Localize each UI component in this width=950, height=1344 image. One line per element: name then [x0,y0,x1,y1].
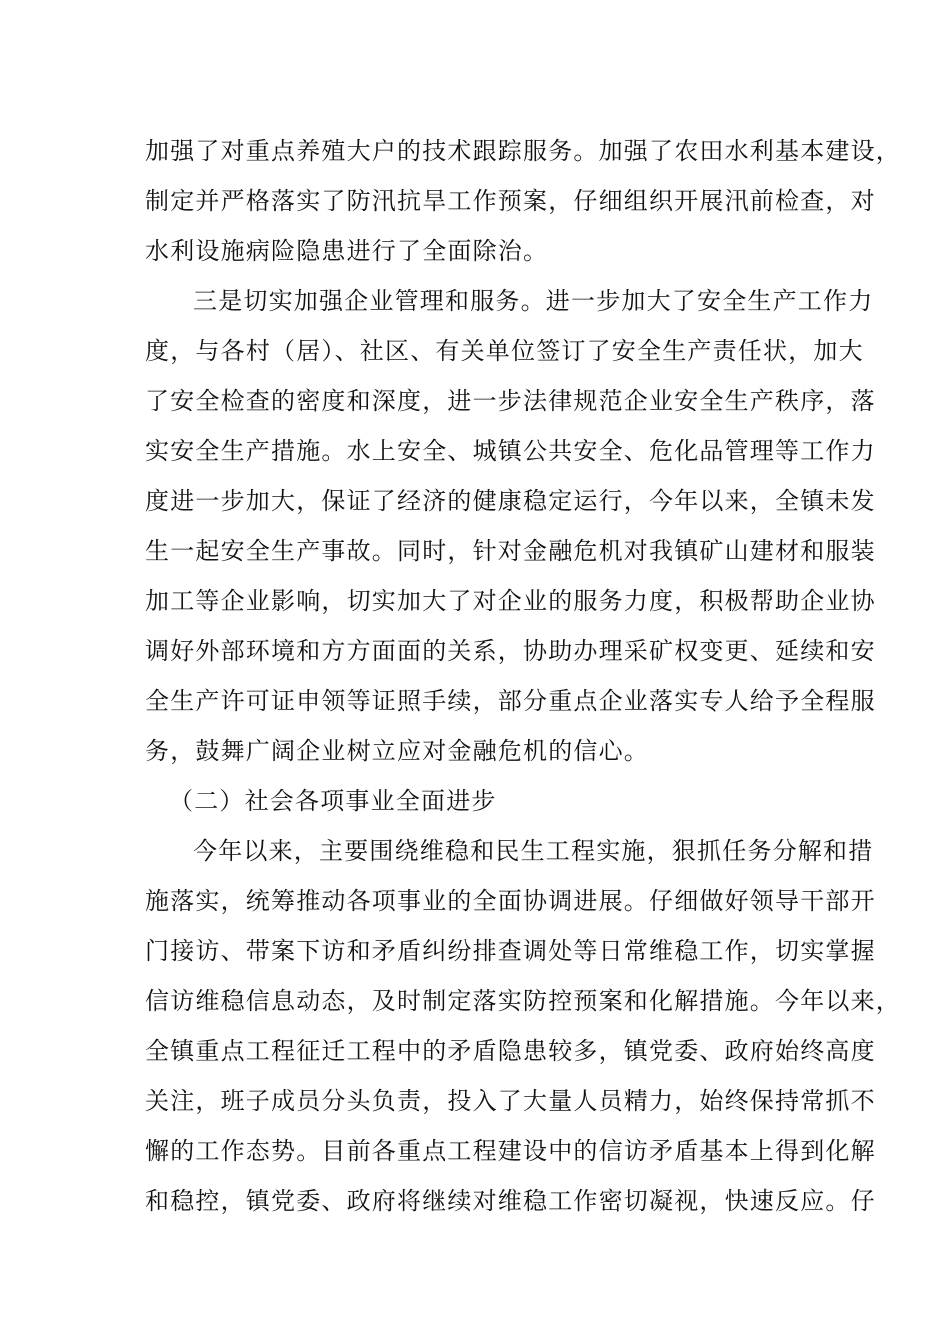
paragraph-first-line: 今年以来，主要围绕维稳和民生工程实施，狠抓任务分解和措 [193,837,874,865]
text-line: 务，鼓舞广阔企业树立应对金融危机的信心。 [145,737,649,765]
text-line: 调好外部环境和方方面面的关系，协助办理采矿权变更、延续和安 [145,637,876,665]
text-line: 实安全生产措施。水上安全、城镇公共安全、危化品管理等工作力 [145,437,876,465]
text-line: 加强了对重点养殖大户的技术跟踪服务。加强了农田水利基本建设， [145,137,901,165]
text-line: 水利设施病险隐患进行了全面除治。 [145,237,549,265]
text-line: 门接访、带案下访和矛盾纠纷排查调处等日常维稳工作，切实掌握 [145,937,876,965]
text-line: 施落实，统筹推动各项事业的全面协调进展。仔细做好领导干部开 [145,887,876,915]
text-line: 生一起安全生产事故。同时，针对金融危机对我镇矿山建材和服装 [145,537,876,565]
paragraph-first-line: 三是切实加强企业管理和服务。进一步加大了安全生产工作力 [193,287,874,315]
text-line: 制定并严格落实了防汛抗旱工作预案，仔细组织开展汛前检查，对 [145,187,876,215]
section-heading: （二）社会各项事业全面进步 [169,787,497,815]
text-line: 关注，班子成员分头负责，投入了大量人员精力，始终保持常抓不 [145,1087,876,1115]
text-line: 全镇重点工程征迁工程中的矛盾隐患较多，镇党委、政府始终高度 [145,1037,876,1065]
text-line: 度，与各村（居）、社区、有关单位签订了安全生产责任状，加大 [145,337,864,365]
text-line: 懈的工作态势。目前各重点工程建设中的信访矛盾基本上得到化解 [145,1137,876,1165]
text-line: 了安全检查的密度和深度，进一步法律规范企业安全生产秩序，落 [145,387,876,415]
text-line: 加工等企业影响，切实加大了对企业的服务力度，积极帮助企业协 [145,587,876,615]
text-line: 度进一步加大，保证了经济的健康稳定运行，今年以来，全镇未发 [145,487,876,515]
text-line: 信访维稳信息动态，及时制定落实防控预案和化解措施。今年以来， [145,987,901,1015]
text-line: 全生产许可证申领等证照手续，部分重点企业落实专人给予全程服 [145,687,876,715]
text-line: 和稳控，镇党委、政府将继续对维稳工作密切凝视，快速反应。仔 [145,1187,876,1215]
